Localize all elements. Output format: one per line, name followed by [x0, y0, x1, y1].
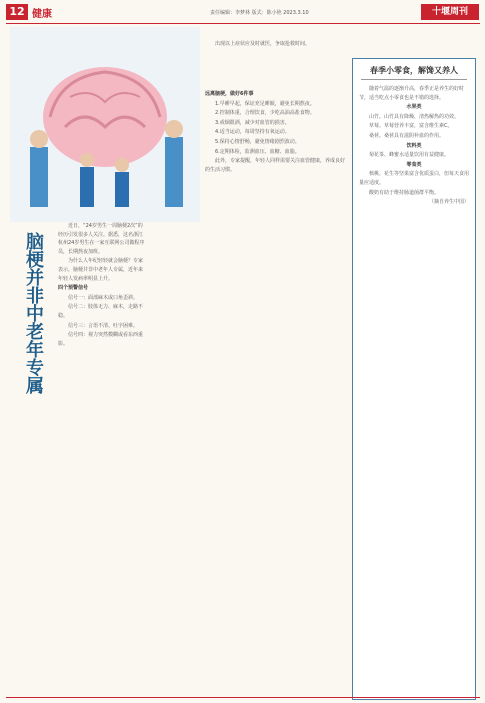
- article-paragraph: 5.保持心情舒畅，避免情绪剧烈波动。: [215, 138, 300, 145]
- article-subheading: 远离脑梗，做好6件事: [205, 91, 254, 97]
- sidebar-subheading: 水果类: [406, 104, 422, 111]
- brain-illustration: [10, 27, 200, 222]
- article-column-2-top: [205, 40, 345, 88]
- section-label: 健康: [32, 9, 52, 20]
- sidebar-rule: [361, 79, 467, 80]
- page-header: [0, 0, 485, 24]
- article-paragraph: 1.早睡早起，保证充足睡眠，避免长期熬夜。: [215, 100, 315, 107]
- sidebar-subheading: 饮料类: [406, 142, 422, 149]
- article-paragraph: 3.戒烟限酒，减少对血管的损害。: [215, 119, 290, 126]
- footer-rule: [6, 697, 480, 698]
- article-paragraph: 2.控制体重，合理饮食，少吃高油高盐食物。: [215, 110, 315, 117]
- page-number: 12: [6, 4, 28, 20]
- sidebar-paragraph: 草莓。草莓营养丰富，富含维生素C。: [369, 123, 453, 130]
- sidebar-subheading: 零食类: [406, 161, 422, 168]
- article-column-1: [58, 222, 146, 692]
- article-paragraph: 信号二：肢体无力、麻木，走路不稳。: [58, 304, 144, 319]
- sidebar-paragraph: 菊花茶、蜂蜜水适量饮用有益健康。: [369, 152, 450, 159]
- sidebar-paragraph: 核桃、花生等坚果富含优质蛋白，但每天食用量应适度。: [359, 171, 470, 186]
- paper-logo: 十堰周刊: [421, 4, 479, 20]
- article-paragraph: 4.适当运动，每周坚持有氧运动。: [215, 129, 290, 136]
- sidebar-body: [359, 85, 469, 208]
- article-paragraph: 信号三：言语不清、吐字困难。: [68, 322, 139, 329]
- article-paragraph: 此外，专家提醒，年轻人同样需要关注血管健康，养成良好的生活习惯。: [205, 158, 345, 173]
- article-paragraph: 近日，“24岁男生一周脑梗2次”的经历引发很多人关注。据悉，这名浙江杭州24岁男生在一家互联网公司做程序员，长期熬夜加班。: [58, 223, 145, 255]
- sidebar-source: （摘自养生中国）: [428, 199, 469, 206]
- sidebar-title: 春季小零食，解馋又养人: [370, 65, 458, 75]
- sidebar-paragraph: 随着气温的逐渐升高，春季正是养生的好时节，适当吃点小零食也是不错的选择。: [359, 86, 465, 101]
- article-paragraph: 6.定期体检，监测血压、血糖、血脂。: [215, 148, 300, 155]
- article-subheading: 四个预警信号: [58, 285, 89, 292]
- sidebar-paragraph: 山竹。山竹具有降燥、清热解热的功效。: [369, 113, 460, 120]
- sidebar-paragraph: 酸奶有助于维持肠道菌群平衡。: [369, 189, 440, 196]
- article-title: 脑梗并非中老年专属: [23, 232, 44, 394]
- sidebar-paragraph: 桑葚。桑葚具有滋阴补血的作用。: [369, 132, 445, 139]
- article-column-2: [205, 90, 345, 690]
- article-paragraph: 信号四：视力突然模糊或看东西重影。: [58, 332, 144, 347]
- editor-meta: 责任编辑：李梦林 版式：陈小艳 2023.3.10: [210, 10, 309, 16]
- article-paragraph: 为什么人年纪轻轻就会脑梗？专家表示，脑梗并非中老年人专属，近年来年轻人发病率明显上升。: [58, 258, 144, 282]
- article-paragraph: 出现以上症状应及时就医，争取抢救时间。: [215, 41, 311, 47]
- header-rule: [6, 23, 480, 24]
- sidebar-box: [352, 58, 476, 700]
- article-paragraph: 信号一：面部麻木或口角歪斜。: [68, 294, 139, 301]
